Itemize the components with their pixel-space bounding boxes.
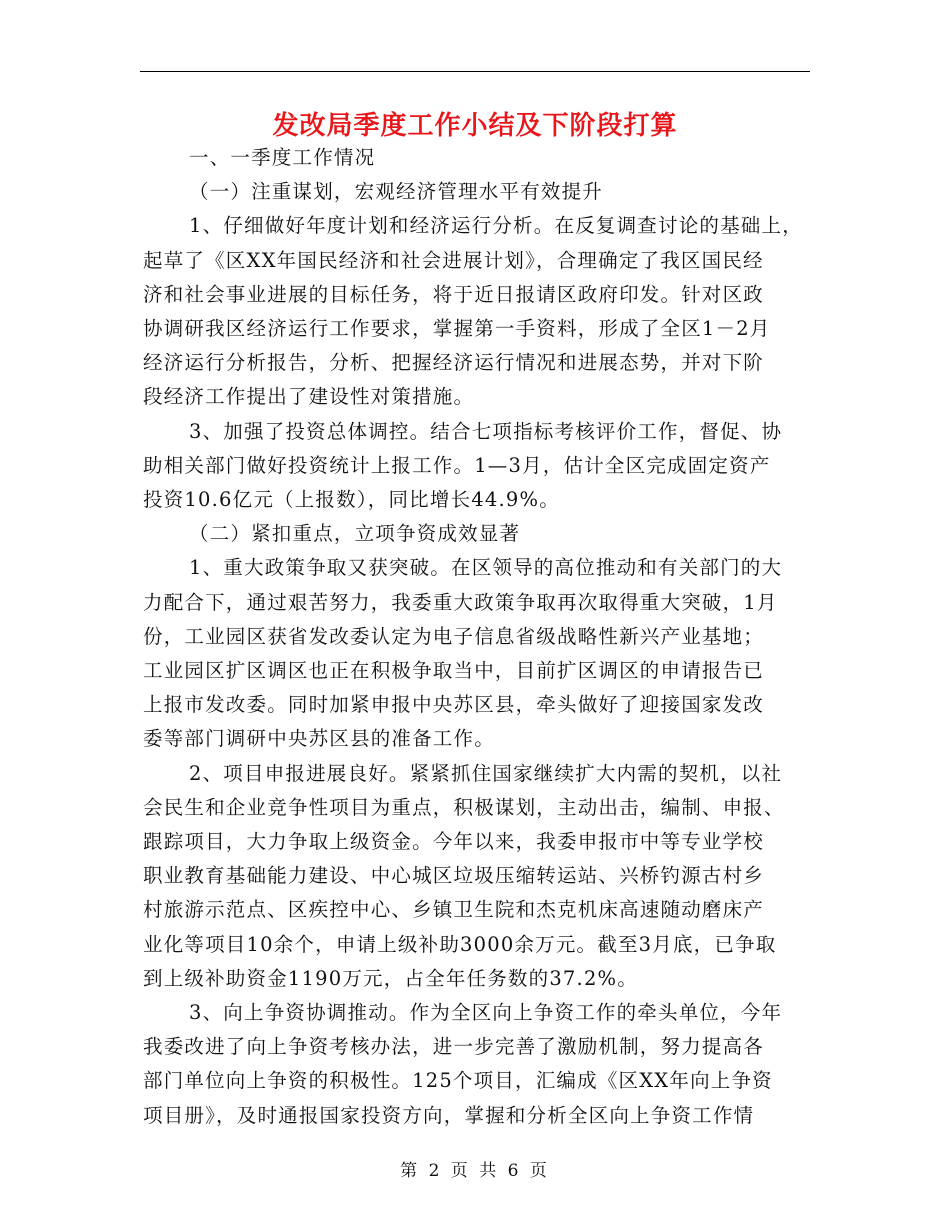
text-line: 助相关部门做好投资统计上报工作。1—3月，估计全区完成固定资产: [143, 453, 771, 477]
document-title: 发改局季度工作小结及下阶段打算: [272, 111, 678, 141]
text-line: 上报市发改委。同时加紧申报中央苏区县，牵头做好了迎接国家发改: [143, 693, 765, 717]
text-line: 力配合下，通过艰苦努力，我委重大政策争取再次取得重大突破，1月: [143, 590, 778, 614]
text-line: 项目册》，及时通报国家投资方向，掌握和分析全区向上争资工作情: [143, 1103, 755, 1127]
text-line: 3、向上争资协调推动。作为全区向上争资工作的牵头单位，今年: [189, 1001, 783, 1024]
text-line: 职业教育基础能力建设、中心城区垃圾压缩转运站、兴桥钓源古村乡: [143, 864, 765, 888]
text-line: 业化等项目10余个，申请上级补助3000余万元。截至3月底，已争取: [143, 932, 777, 956]
text-line: 工业园区扩区调区也正在积极争取当中，目前扩区调区的申请报告已: [143, 659, 765, 682]
text-line: 跟踪项目，大力争取上级资金。今年以来，我委申报市中等专业学校: [143, 830, 765, 853]
text-line: 部门单位向上争资的积极性。125个项目，汇编成《区XX年向上争资: [143, 1069, 773, 1093]
text-line: 投资10.6亿元（上报数），同比增长44.9%。: [143, 488, 560, 511]
text-line: 会民生和企业竞争性项目为重点，积极谋划，主动出击，编制、申报、: [143, 795, 785, 819]
text-line: 1、仔细做好年度计划和经济运行分析。在反复调查讨论的基础上，: [189, 214, 803, 238]
text-line: 份，工业园区获省发改委认定为电子信息省级战略性新兴产业基地；: [143, 624, 765, 648]
text-line: 村旅游示范点、区疾控中心、乡镇卫生院和杰克机床高速随动磨床产: [143, 898, 765, 922]
text-line: 段经济工作提出了建设性对策措施。: [143, 385, 475, 409]
text-line: 到上级补助资金1190万元，占全年任务数的37.2%。: [143, 966, 638, 990]
text-line: 委等部门调研中央苏区县的准备工作。: [143, 727, 495, 751]
text-line: 起草了《区XX年国民经济和社会进展计划》，合理确定了我区国民经: [143, 248, 764, 272]
page-footer: 第 2 页 共 6 页: [400, 1161, 550, 1181]
text-line: 我委改进了向上争资考核办法，进一步完善了激励机制，努力提高各: [143, 1035, 765, 1059]
text-line: （二）紧扣重点，立项争资成效显著: [189, 522, 521, 546]
text-line: 经济运行分析报告，分析、把握经济运行情况和进展态势，并对下阶: [143, 351, 765, 375]
text-line: 1、重大政策争取又获突破。在区领导的高位推动和有关部门的大: [189, 556, 783, 580]
header-rule: [140, 71, 810, 72]
text-line: 3、加强了投资总体调控。结合七项指标考核评价工作，督促、协: [189, 419, 783, 443]
text-line: 一、一季度工作情况: [189, 146, 376, 169]
text-line: 协调研我区经济运行工作要求，掌握第一手资料，形成了全区1－2月: [143, 317, 771, 340]
text-line: 济和社会事业进展的目标任务，将于近日报请区政府印发。针对区政: [143, 282, 765, 306]
text-line: （一）注重谋划，宏观经济管理水平有效提升: [189, 180, 604, 204]
text-line: 2、项目申报进展良好。紧紧抓住国家继续扩大内需的契机，以社: [189, 761, 783, 785]
